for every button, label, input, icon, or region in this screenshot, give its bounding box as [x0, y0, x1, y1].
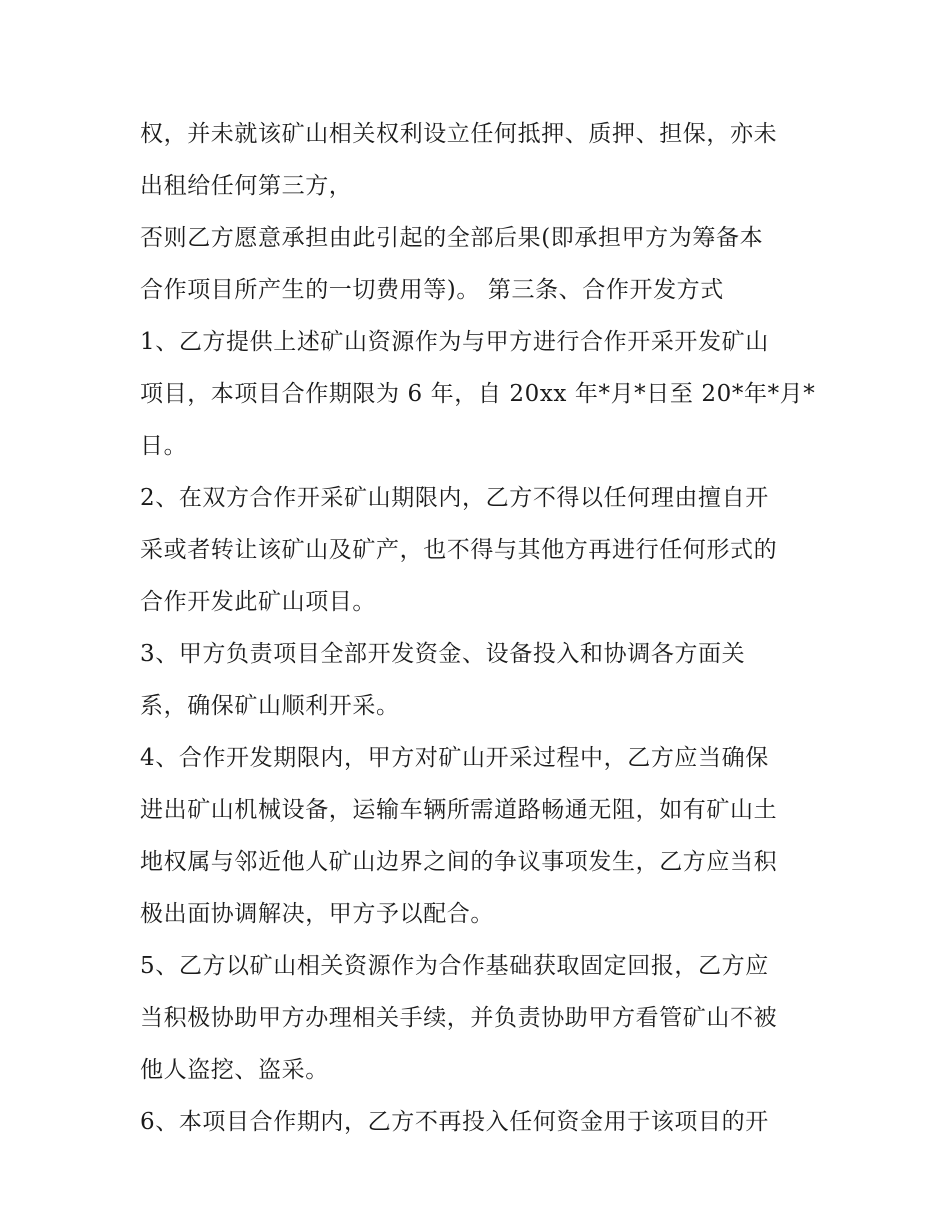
text-line: 系，确保矿山顺利开采。: [140, 693, 400, 719]
text-line: 1、乙方提供上述矿山资源作为与甲方进行合作开采开发矿山: [140, 329, 769, 355]
text-line: 4、合作开发期限内，甲方对矿山开采过程中，乙方应当确保: [140, 745, 769, 771]
text-line: 出租给任何第三方，: [140, 173, 353, 199]
text-line: 6、本项目合作期内，乙方不再投入任何资金用于该项目的开: [140, 1109, 769, 1135]
text-line: 5、乙方以矿山相关资源作为合作基础获取固定回报，乙方应: [140, 953, 769, 979]
text-line: 项目，本项目合作期限为 6 年，自 20xx 年*月*日至 20*年*月*: [140, 381, 816, 407]
text-line: 他人盗挖、盗采。: [140, 1057, 329, 1083]
document-body: [140, 108, 820, 1148]
text-line: 地权属与邻近他人矿山边界之间的争议事项发生，乙方应当积: [140, 849, 778, 875]
text-line: 当积极协助甲方办理相关手续，并负责协助甲方看管矿山不被: [140, 1005, 778, 1031]
text-line: 3、甲方负责项目全部开发资金、设备投入和协调各方面关: [140, 641, 746, 667]
text-line: 极出面协调解决，甲方予以配合。: [140, 901, 494, 927]
text-line: 日。: [140, 433, 188, 459]
text-line: 权，并未就该矿山相关权利设立任何抵押、质押、担保，亦未: [140, 121, 778, 147]
text-line: 2、在双方合作开采矿山期限内，乙方不得以任何理由擅自开: [140, 485, 769, 511]
text-line: 合作开发此矿山项目。: [140, 589, 376, 615]
text-line: 否则乙方愿意承担由此引起的全部后果(即承担甲方为筹备本: [140, 225, 764, 251]
text-line: 合作项目所产生的一切费用等)。 第三条、合作开发方式: [140, 277, 724, 303]
text-line: 进出矿山机械设备，运输车辆所需道路畅通无阻，如有矿山土: [140, 797, 778, 823]
text-line: 采或者转让该矿山及矿产，也不得与其他方再进行任何形式的: [140, 537, 778, 563]
